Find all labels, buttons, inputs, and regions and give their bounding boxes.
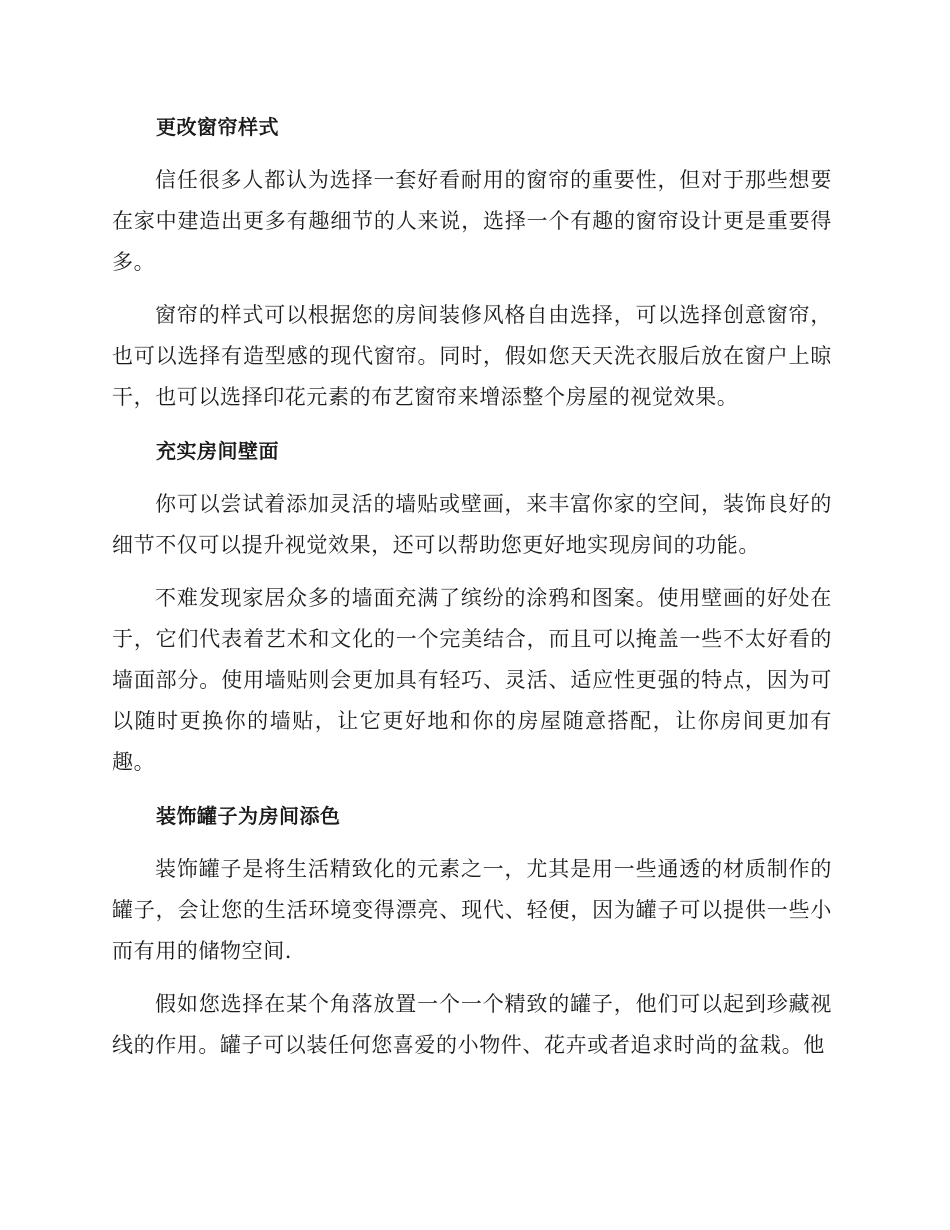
section-heading-jars: 装饰罐子为房间添色	[156, 804, 341, 828]
paragraph: 窗帘的样式可以根据您的房间装修风格自由选择，可以选择创意窗帘，也可以选择有造型感的现代窗帘。同时，假如您天天洗衣服后放在窗户上晾干，也可以选择印花元素的布艺窗帘来增添整个房屋的视觉效果。	[112, 303, 832, 409]
paragraph: 不难发现家居众多的墙面充满了缤纷的涂鸦和图案。使用壁画的好处在于，它们代表着艺术和文化的一个完美结合，而且可以掩盖一些不太好看的墙面部分。使用墙贴则会更加具有轻巧、灵活、适应性更强的特点，因为可以随时更换你的墙贴，让它更好地和你的房屋随意搭配，让你房间更加有趣。	[112, 586, 832, 774]
paragraph: 假如您选择在某个角落放置一个一个精致的罐子，他们可以起到珍藏视线的作用。罐子可以装任何您喜爱的小物件、花卉或者追求时尚的盆栽。他	[112, 992, 832, 1057]
document-page	[112, 106, 832, 1066]
section-heading-walls: 充实房间壁面	[156, 439, 279, 463]
paragraph: 你可以尝试着添加灵活的墙贴或壁画，来丰富你家的空间，装饰良好的细节不仅可以提升视觉效果，还可以帮助您更好地实现房间的功能。	[112, 492, 832, 557]
section-heading-curtains: 更改窗帘样式	[156, 115, 279, 139]
paragraph: 装饰罐子是将生活精致化的元素之一，尤其是用一些通透的材质制作的罐子，会让您的生活环境变得漂亮、现代、轻便，因为罐子可以提供一些小而有用的储物空间.	[112, 857, 832, 963]
paragraph: 信任很多人都认为选择一套好看耐用的窗帘的重要性，但对于那些想要在家中建造出更多有趣细节的人来说，选择一个有趣的窗帘设计更是重要得多。	[112, 168, 832, 274]
